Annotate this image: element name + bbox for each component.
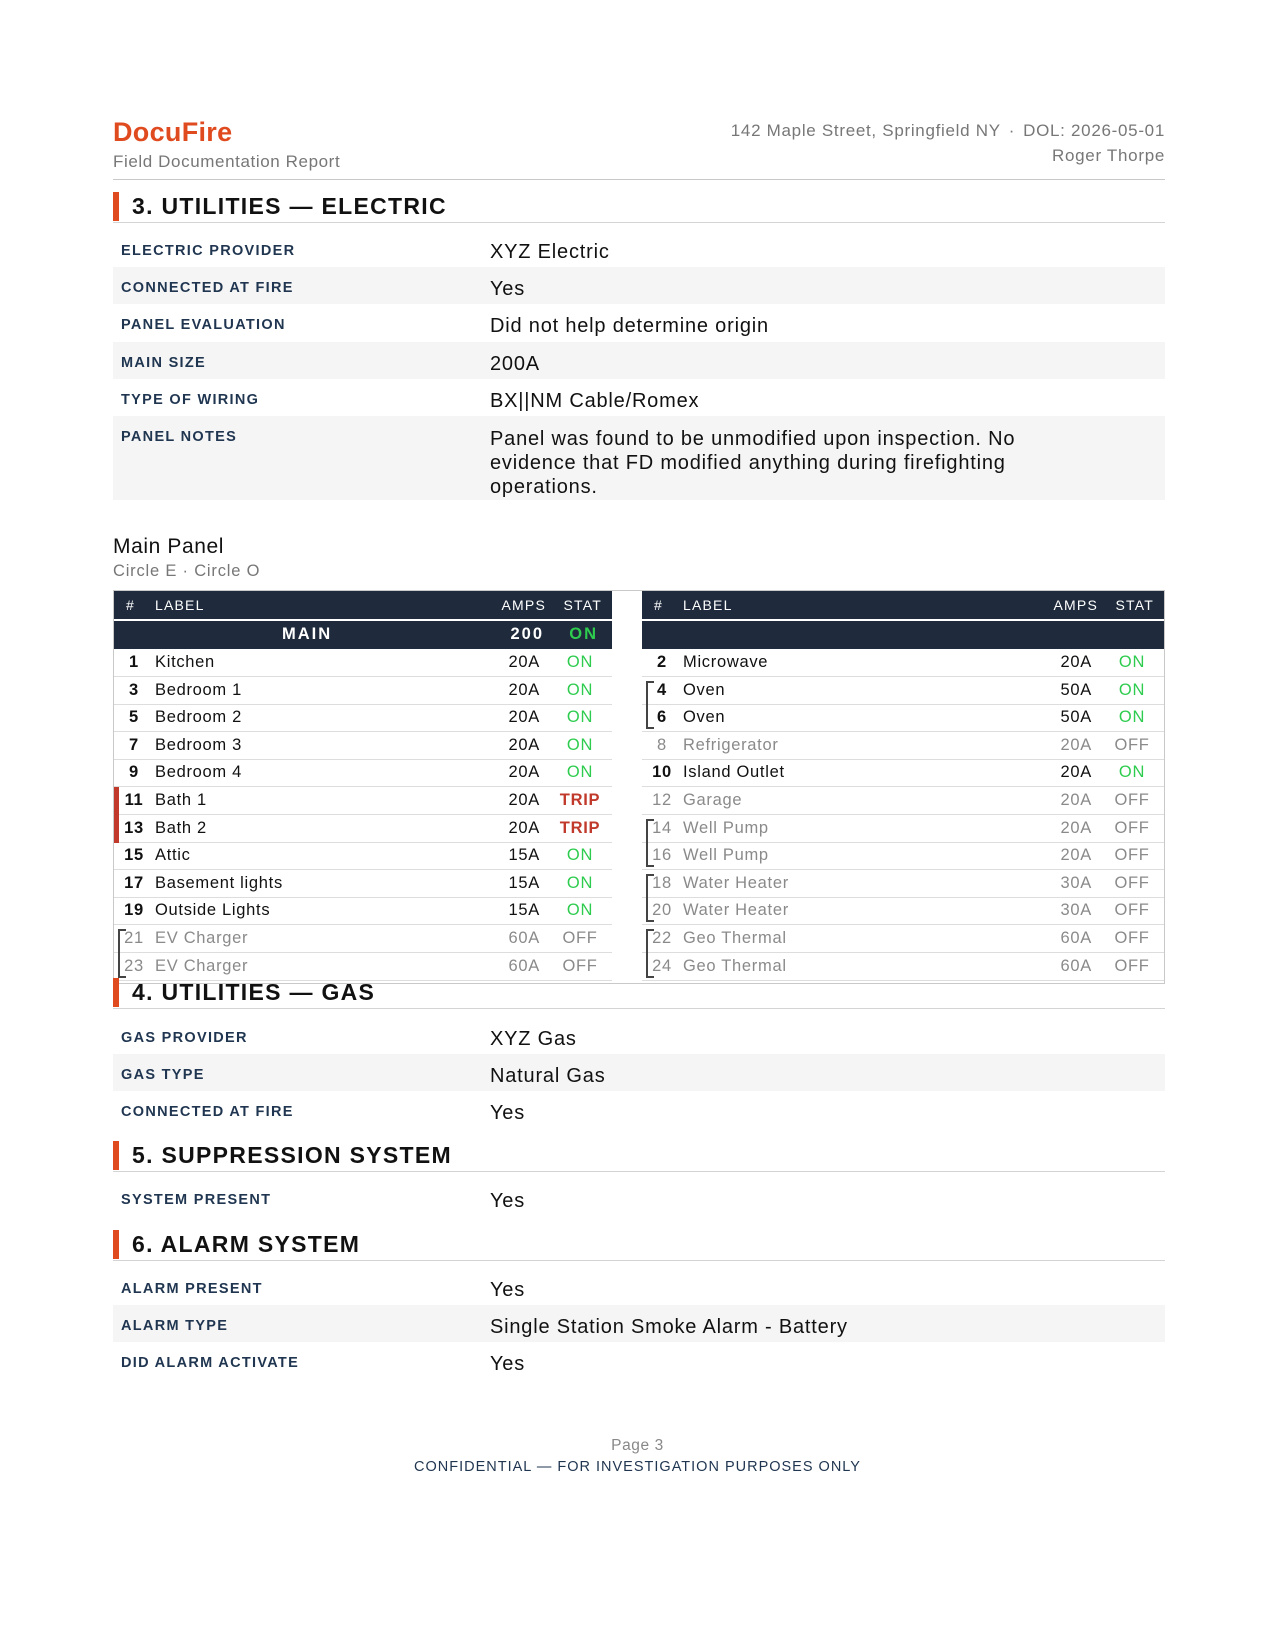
breaker-number: 7 (129, 735, 139, 754)
breaker-label: Garage (683, 791, 743, 809)
header-stat: STAT (1115, 597, 1154, 613)
header-num: # (126, 597, 135, 613)
breaker-number: 11 (124, 791, 144, 809)
breaker-row (114, 704, 612, 732)
header-label: LABEL (155, 597, 205, 613)
field-label: PANEL NOTES (121, 429, 238, 445)
breaker-status: OFF (1114, 735, 1150, 754)
breaker-number: 23 (124, 956, 144, 975)
breaker-label: Geo Thermal (683, 956, 787, 975)
breaker-row (642, 759, 1164, 787)
breaker-number: 18 (652, 873, 672, 892)
breaker-status: ON (566, 653, 594, 671)
main-breaker-row (114, 621, 612, 649)
breaker-row (114, 732, 612, 760)
breaker-row (642, 842, 1164, 870)
section-accent-bar (113, 1230, 119, 1259)
breaker-label: Island Outlet (683, 763, 785, 782)
breaker-number: 17 (124, 873, 144, 892)
field-row (113, 1179, 1165, 1216)
field-label: PANEL EVALUATION (121, 317, 286, 333)
meta-separator: · (1008, 121, 1016, 140)
section-alarm-heading (113, 1228, 1165, 1261)
trip-indicator-bar (114, 815, 119, 843)
breaker-number: 4 (657, 680, 667, 699)
breaker-row (642, 815, 1164, 843)
breaker-label: Bedroom 4 (155, 763, 243, 782)
field-label: DID ALARM ACTIVATE (121, 1355, 300, 1371)
section-title: 6. ALARM SYSTEM (132, 1231, 361, 1257)
section-gas-heading (113, 976, 1165, 1009)
breaker-status: OFF (1114, 873, 1150, 892)
breaker-label: EV Charger (155, 956, 249, 975)
breaker-row (642, 897, 1164, 925)
breaker-amps: 20A (508, 763, 540, 782)
main-label: MAIN (282, 625, 333, 643)
field-value: Panel was found to be unmodified upon inspection. No evidence that FD modified anything during firefighting operations. (490, 428, 1016, 498)
breaker-label: Outside Lights (155, 901, 271, 920)
breaker-number: 2 (657, 653, 667, 671)
field-row (113, 304, 1165, 342)
breaker-number: 15 (124, 846, 144, 865)
breaker-row (642, 925, 1164, 953)
field-value: Yes (490, 1190, 526, 1212)
field-row (113, 230, 1165, 267)
breaker-number: 20 (652, 901, 672, 920)
field-value: Natural Gas (490, 1065, 606, 1087)
breaker-status: OFF (562, 956, 598, 975)
breaker-label: Bath 2 (155, 818, 207, 837)
breaker-label: Refrigerator (683, 735, 779, 754)
breaker-label: Well Pump (683, 846, 769, 865)
breaker-amps: 50A (1060, 708, 1092, 727)
field-row (113, 379, 1165, 416)
table-header (642, 591, 1164, 619)
breaker-row (642, 677, 1164, 705)
section-accent-bar (113, 192, 119, 221)
report-page (113, 113, 1165, 1375)
field-label: GAS TYPE (121, 1067, 205, 1083)
breaker-amps: 15A (508, 873, 540, 892)
investigator-name: Roger Thorpe (1052, 146, 1165, 165)
page-number: Page 3 (611, 1437, 664, 1454)
panel-column-odd (114, 591, 612, 983)
breaker-amps: 20A (1060, 791, 1092, 809)
panel-title: Main Panel (113, 535, 225, 558)
breaker-amps: 60A (508, 929, 540, 947)
breaker-status: TRIP (559, 791, 601, 809)
breaker-amps: 30A (1060, 873, 1092, 892)
breaker-number: 10 (652, 763, 672, 782)
breaker-panel-table (113, 590, 1165, 984)
breaker-amps: 20A (1060, 653, 1092, 671)
section-electric-heading (113, 190, 1165, 223)
breaker-label: Basement lights (155, 873, 283, 892)
breaker-label: Water Heater (683, 873, 789, 892)
breaker-row (642, 870, 1164, 898)
header-amps: AMPS (501, 597, 546, 613)
header-meta (731, 118, 1165, 168)
breaker-amps: 60A (1060, 956, 1092, 975)
breaker-status: OFF (1114, 901, 1150, 920)
section-accent-bar (113, 978, 119, 1007)
breaker-row (642, 787, 1164, 815)
breaker-number: 8 (657, 735, 667, 754)
breaker-label: Oven (683, 708, 726, 727)
breaker-row (642, 732, 1164, 760)
field-value: BX||NM Cable/Romex (490, 390, 700, 412)
breaker-amps: 20A (508, 735, 540, 754)
main-amps: 200 (510, 625, 544, 643)
breaker-row (114, 759, 612, 787)
breaker-label: Bedroom 1 (155, 680, 243, 699)
breaker-status: ON (1118, 708, 1146, 727)
breaker-label: Well Pump (683, 818, 769, 837)
field-row (113, 416, 1165, 500)
field-value: 200A (490, 353, 540, 375)
breaker-status: ON (566, 735, 594, 754)
breaker-label: Bedroom 2 (155, 708, 243, 727)
breaker-status: ON (566, 763, 594, 782)
property-address: 142 Maple Street, Springfield NY (730, 121, 1001, 140)
field-label: ALARM PRESENT (121, 1281, 263, 1297)
breaker-amps: 20A (1060, 818, 1092, 837)
breaker-number: 24 (652, 956, 672, 975)
breaker-status: OFF (1114, 791, 1150, 809)
field-value: XYZ Electric (490, 241, 610, 263)
breaker-label: Microwave (683, 653, 769, 671)
breaker-number: 16 (652, 846, 672, 865)
header-num: # (654, 597, 663, 613)
field-label: TYPE OF WIRING (121, 392, 260, 408)
breaker-label: Geo Thermal (683, 929, 787, 947)
field-value: XYZ Gas (490, 1028, 577, 1050)
breaker-row (642, 704, 1164, 732)
breaker-amps: 30A (1060, 901, 1092, 920)
breaker-amps: 20A (1060, 735, 1092, 754)
breaker-status: ON (1118, 763, 1146, 782)
field-label: ELECTRIC PROVIDER (121, 243, 296, 259)
breaker-status: OFF (1114, 846, 1150, 865)
breaker-amps: 15A (508, 846, 540, 865)
field-row (113, 1305, 1165, 1342)
breaker-number: 9 (129, 763, 139, 782)
brand-logo-text: DocuFire (113, 117, 233, 147)
breaker-number: 22 (652, 929, 672, 947)
breaker-row (114, 815, 612, 843)
panel-column-even (642, 591, 1164, 983)
section-title: 3. UTILITIES — ELECTRIC (132, 193, 447, 219)
breaker-label: Oven (683, 680, 726, 699)
breaker-status: ON (1118, 653, 1146, 671)
breaker-amps: 20A (1060, 763, 1092, 782)
breaker-row (114, 870, 612, 898)
breaker-row (642, 649, 1164, 677)
field-value: Single Station Smoke Alarm - Battery (490, 1316, 848, 1338)
breaker-status: OFF (1114, 929, 1150, 947)
breaker-status: ON (566, 873, 594, 892)
breaker-amps: 60A (508, 956, 540, 975)
field-value: Yes (490, 1353, 526, 1375)
breaker-amps: 50A (1060, 680, 1092, 699)
breaker-status: ON (566, 680, 594, 699)
main-status: ON (569, 625, 598, 643)
breaker-label: Water Heater (683, 901, 789, 920)
header-stat: STAT (563, 597, 602, 613)
breaker-number: 19 (124, 901, 144, 920)
breaker-number: 1 (129, 653, 139, 671)
breaker-amps: 20A (508, 791, 540, 809)
report-subtitle: Field Documentation Report (113, 152, 341, 171)
breaker-amps: 20A (1060, 846, 1092, 865)
field-label: CONNECTED AT FIRE (121, 280, 294, 296)
main-breaker-row-blank (642, 621, 1164, 649)
date-of-loss: DOL: 2026-05-01 (1023, 121, 1165, 140)
field-row (113, 1054, 1165, 1091)
field-row (113, 342, 1165, 379)
confidentiality-notice: CONFIDENTIAL — FOR INVESTIGATION PURPOSES ONLY (414, 1459, 861, 1475)
field-value: Did not help determine origin (490, 315, 769, 337)
breaker-amps: 15A (508, 901, 540, 920)
breaker-status: OFF (562, 929, 598, 947)
breaker-amps: 20A (508, 708, 540, 727)
field-row (113, 1268, 1165, 1305)
breaker-label: Bedroom 3 (155, 735, 243, 754)
field-row (113, 1342, 1165, 1379)
panel-subtitle: Circle E · Circle O (113, 562, 261, 580)
field-value: Yes (490, 1102, 526, 1124)
breaker-row (114, 925, 612, 953)
field-row (113, 267, 1165, 304)
section-suppression-heading (113, 1139, 1165, 1172)
table-header (114, 591, 612, 619)
breaker-amps: 20A (508, 818, 540, 837)
breaker-status: ON (566, 901, 594, 920)
breaker-label: Attic (155, 846, 191, 865)
breaker-status: OFF (1114, 956, 1150, 975)
breaker-number: 3 (129, 680, 139, 699)
breaker-label: Bath 1 (155, 791, 207, 809)
section-title: 5. SUPPRESSION SYSTEM (132, 1142, 452, 1168)
field-value: Yes (490, 1279, 526, 1301)
field-label: CONNECTED AT FIRE (121, 1104, 294, 1120)
breaker-row (114, 787, 612, 815)
breaker-number: 12 (652, 791, 672, 809)
field-label: MAIN SIZE (121, 355, 207, 371)
breaker-status: OFF (1114, 818, 1150, 837)
field-row (113, 1017, 1165, 1054)
report-header (113, 113, 1165, 180)
header-meta-line-1 (731, 118, 1165, 143)
field-value: Yes (490, 278, 526, 300)
field-label: SYSTEM PRESENT (121, 1192, 272, 1208)
breaker-number: 14 (652, 818, 672, 837)
breaker-row (114, 842, 612, 870)
section-title: 4. UTILITIES — GAS (132, 979, 376, 1005)
header-amps: AMPS (1053, 597, 1098, 613)
breaker-status: ON (566, 708, 594, 727)
breaker-row (114, 897, 612, 925)
field-row (113, 1091, 1165, 1128)
trip-indicator-bar (114, 787, 119, 815)
breaker-status: TRIP (559, 818, 601, 837)
breaker-amps: 60A (1060, 929, 1092, 947)
breaker-number: 5 (129, 708, 139, 727)
breaker-amps: 20A (508, 680, 540, 699)
breaker-label: EV Charger (155, 929, 249, 947)
breaker-number: 6 (657, 708, 667, 727)
breaker-amps: 20A (508, 653, 540, 671)
field-label: ALARM TYPE (121, 1318, 229, 1334)
breaker-label: Kitchen (155, 653, 215, 671)
breaker-status: ON (566, 846, 594, 865)
breaker-number: 21 (124, 929, 144, 947)
breaker-status: ON (1118, 680, 1146, 699)
header-label: LABEL (683, 597, 733, 613)
breaker-row (114, 649, 612, 677)
breaker-row (114, 677, 612, 705)
field-label: GAS PROVIDER (121, 1030, 248, 1046)
section-accent-bar (113, 1141, 119, 1170)
breaker-number: 13 (124, 818, 144, 837)
